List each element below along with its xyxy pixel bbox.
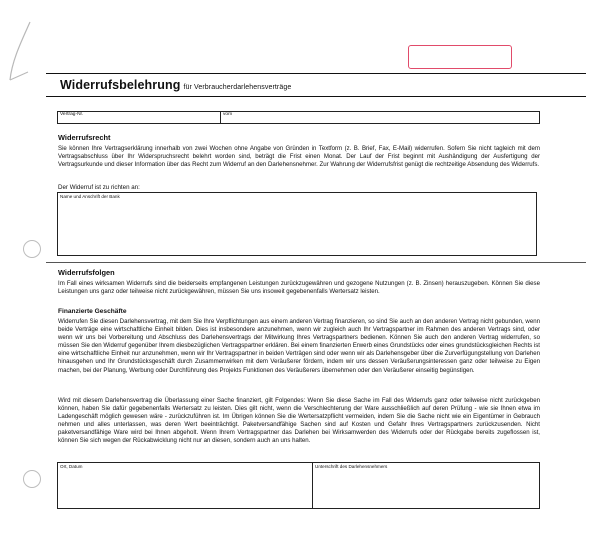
punch-hole-top <box>23 240 41 258</box>
signature-box <box>57 462 540 509</box>
heading-widerrufsfolgen: Widerrufsfolgen <box>58 268 115 277</box>
title-rule-bottom <box>46 96 586 97</box>
bank-address-box[interactable] <box>57 192 537 256</box>
separator-rule <box>46 262 586 263</box>
bank-label: Name und Anschrift der Bank <box>60 194 120 199</box>
address-label: Der Widerruf ist zu richten an: <box>58 184 140 191</box>
text-widerrufsfolgen: Im Fall eines wirksamen Widerrufs sind die beiderseits empfangenen Leistungen zurückzugewähren und gezogene Nutzungen (z. B. Zinsen) herauszugeben. Können Sie diese Leistungen uns ganz oder teilweise nicht zurückgewähren, müssen Sie uns insoweit gegebenenfalls Wertersatz leisten. <box>58 280 540 296</box>
text-finanzierte-1: Widerrufen Sie diesen Darlehensvertrag, mit dem Sie Ihre Verpflichtungen aus einem anderen Vertrag finanzieren, so sind Sie auch an den anderen Vertrag nicht gebunden, wenn beide Verträge eine wirtschaftliche Einheit bilden. Dies ist insbesondere anzunehmen, wenn wir zugleich auch Ihr Vertragspartner im Rahmen des anderen Vertrags sind, oder wenn wir uns bei Vorbereitung und Abschluss des Darlehensvertrags der Mitwirkung Ihres Vertragspartners bedienen. Können Sie auch den anderen Vertrag widerrufen, so müssen Sie den Widerruf gegenüber Ihrem diesbezüglichen Vertragspartner erklären. Bei einem finanzierten Erwerb eines Grundstücks oder eines grundstücksgleichen Rechts ist eine wirtschaftliche Einheit nur anzunehmen, wenn wir Ihr Vertragspartner in beiden Verträgen sind oder wenn wir als Darlehensgeber über die Zurverfügungstellung von Darlehen hinausgehen und Ihr Grundstücksgeschäft durch Zusammenwirken mit dem Veräußerer fördern, indem wir uns dessen Veräußerungsinteressen ganz oder teilweise zu Eigen machen, bei der Planung, Werbung oder Durchführung des Projekts Funktionen des Veräußerers übernehmen oder den Veräußerer einseitig begünstigen. <box>58 318 540 374</box>
punch-hole-bottom <box>23 470 41 488</box>
signature-field[interactable]: Unterschrift des Darlehensnehmers <box>315 464 388 469</box>
heading-widerrufsrecht: Widerrufsrecht <box>58 133 111 142</box>
place-date-field[interactable]: Ort, Datum <box>58 463 313 508</box>
text-finanzierte-2: Wird mit diesem Darlehensvertrag die Überlassung einer Sache finanziert, gilt Folgendes: Wenn Sie diese Sache im Fall des Widerrufs ganz oder teilweise nicht zurückgeben können, haben Sie dafür gegebenenfalls Wertersatz zu leisten. Dies gilt nicht, wenn die Verschlechterung der Ware ausschließlich auf deren Prüfung - wie sie Ihnen etwa im Ladengeschäft möglich gewesen wäre - zurückzuführen ist. Im Übrigen können Sie die Wertersatzpflicht vermeiden, indem Sie die Sache nicht wie ein Eigentümer in Gebrauch nehmen und alles unterlassen, was deren Wert beeinträchtigt. Paketversandfähige Sachen sind auf Kosten und Gefahr Ihres Vertragspartners zurückzusenden. Nicht paketversandfähige Ware wird bei Ihnen abgeholt. Wenn Ihrem Vertragspartner das Darlehen bei Wirksamwerden des Widerrufs oder der Rückgabe bereits zugeflossen ist, können Sie sich wegen der Rückabwicklung nicht nur an diesen, sondern auch an uns halten. <box>58 397 540 445</box>
document-title <box>60 78 291 92</box>
title-subtitle: für Verbraucherdarlehensverträge <box>183 84 292 91</box>
contract-fields <box>57 111 540 124</box>
contract-date-field[interactable]: vom <box>223 112 233 117</box>
title-text: Widerrufsbelehrung <box>60 78 181 92</box>
title-rule-top <box>46 73 586 74</box>
stamp-box <box>408 45 512 69</box>
contract-number-field[interactable]: Vertrag-Nr. <box>58 112 221 123</box>
scan-edge-artifact <box>0 20 40 537</box>
heading-finanzierte-geschaefte: Finanzierte Geschäfte <box>58 308 127 315</box>
text-widerrufsrecht: Sie können Ihre Vertragserklärung innerhalb von zwei Wochen ohne Angabe von Gründen in Textform (z. B. Brief, Fax, E-Mail) widerrufen. Sofern Sie nicht tagleich mit dem Vertragsabschluss über Ihr Widerspruchsrecht belehrt worden sind, beträgt die Frist einen Monat. Der Lauf der Frist beginnt mit Aushändigung der Ausfertigung der Vertragsurkunde und dieser Information über das Recht zum Widerruf an den Darlehensnehmer. Zur Wahrung der Widerrufsfrist genügt die rechtzeitige Absendung des Widerrufs. <box>58 145 540 169</box>
